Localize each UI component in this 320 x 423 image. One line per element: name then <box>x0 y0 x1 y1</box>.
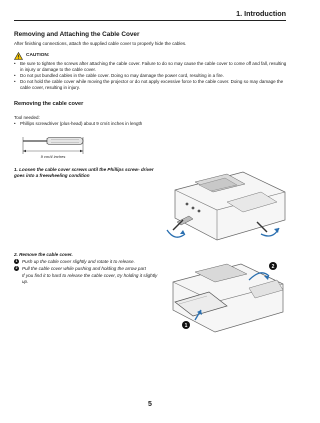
figure-callout-2: 2 <box>271 264 275 270</box>
caution-item: • Do not put bundled cables in the cable cover. Doing so may damage the power cord, resulting in a fire. <box>14 73 288 79</box>
caution-box <box>14 52 288 91</box>
callout-number-2: 2 <box>15 266 18 271</box>
step-2-substep-text: Push up the cable cover slightly and rotate it to release. <box>22 258 135 264</box>
tool-label: Tool needed: <box>14 115 40 120</box>
header-rule <box>14 20 286 21</box>
step-2-title: 2. Remove the cable cover. <box>14 252 73 257</box>
page-header <box>14 9 286 22</box>
step-2-substep <box>14 266 164 272</box>
caution-item: • Do not hold the cable cover while moving the projector or do not apply excessive force to the cable cover. Doing so may damage the cable cover, resulting in injury. <box>14 79 288 90</box>
subsection-title: Removing the cable cover <box>14 101 84 107</box>
caution-item: • Be sure to tighten the screws after attaching the cable cover. Failure to do so may cause the cable cover to come off and fall, resulting in injury or damage to the cable cover. <box>14 61 288 72</box>
caution-list <box>14 61 288 90</box>
step-1: 1. Loosen the cable cover screws until the Phillips screw- driver goes into a freewheeling condition <box>14 167 154 178</box>
page-number: 5 <box>148 401 152 408</box>
step-2-note: If you find it to hard to release the cable cover, try holding it slightly up. <box>22 273 158 285</box>
caution-label: CAUTION: <box>26 53 50 59</box>
tool-item: • Phillips screwdriver (plus-head) about 9 cm/4 inches in length <box>14 121 142 127</box>
tool-needed <box>14 115 142 126</box>
step-2-substep-text: Pull the cable cover while pushing and holding the arrow part <box>22 265 146 271</box>
warning-icon <box>14 52 23 60</box>
caution-heading <box>14 52 288 60</box>
section-title: Removing and Attaching the Cable Cover <box>14 31 140 38</box>
screwdriver-illustration <box>17 133 87 163</box>
tool-dimension-label: 9 cm/4 inches <box>40 154 66 159</box>
intro-text: After finishing connections, attach the supplied cable cover to properly hide the cables. <box>14 41 187 46</box>
cable-cover-removal-illustration <box>165 258 287 334</box>
chapter-title: 1. Introduction <box>236 9 286 18</box>
step-2 <box>14 252 164 285</box>
step-2-substep <box>14 259 164 265</box>
projector-screws-illustration <box>165 168 287 244</box>
figure-callout-1: 1 <box>184 323 188 329</box>
callout-number-1: 1 <box>15 259 18 264</box>
